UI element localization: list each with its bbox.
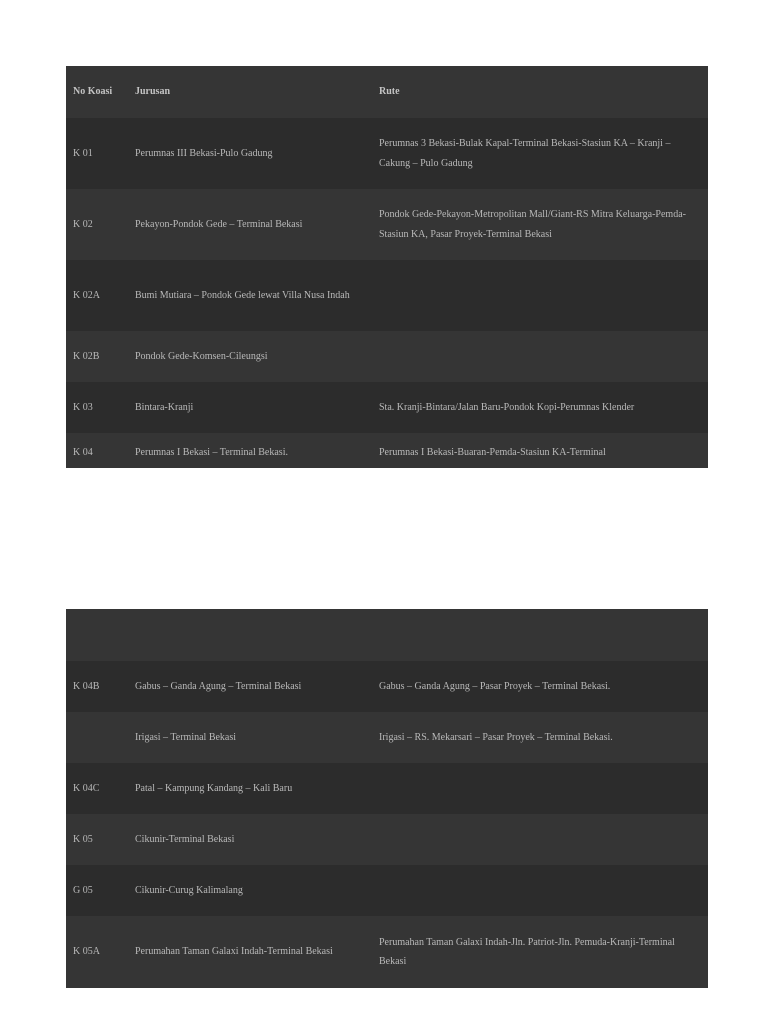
cell-no: K 01	[73, 147, 93, 159]
cell-no	[66, 712, 128, 763]
table-row	[66, 433, 708, 468]
cell-rute: Sta. Kranji-Bintara/Jalan Baru-Pondok Kopi-Perumnas Klender	[379, 401, 635, 413]
cell-rute: Perumahan Taman Galaxi Indah-Jln. Patriot-Jln. Pemuda-Kranji-Terminal Bekasi	[379, 936, 675, 967]
cell-jurusan: Cikunir-Terminal Bekasi	[135, 833, 235, 845]
cell-jurusan: Perumahan Taman Galaxi Indah-Terminal Bekasi	[135, 946, 333, 958]
cell-jurusan: Patal – Kampung Kandang – Kali Baru	[135, 782, 293, 794]
cell-no: K 04B	[73, 680, 100, 692]
route-table-1	[66, 66, 708, 468]
cell-no: K 05	[73, 833, 93, 845]
table-row	[66, 814, 708, 865]
cell-jurusan: Bumi Mutiara – Pondok Gede lewat Villa Nusa Indah	[135, 289, 350, 301]
cell-rute: Gabus – Ganda Agung – Pasar Proyek – Terminal Bekasi.	[379, 680, 611, 692]
header-no-koasi	[66, 609, 128, 661]
cell-jurusan: Bintara-Kranji	[135, 401, 194, 413]
cell-rute	[372, 865, 708, 916]
table-row	[66, 118, 708, 189]
table-header-row	[66, 609, 708, 661]
table-row	[66, 865, 708, 916]
cell-no: K 04	[73, 447, 93, 458]
cell-rute: Perumnas 3 Bekasi-Bulak Kapal-Terminal Bekasi-Stasiun KA – Kranji – Cakung – Pulo Gadung	[379, 138, 671, 169]
table-row	[66, 189, 708, 260]
header-rute: Rute	[379, 86, 400, 98]
cell-rute	[372, 260, 708, 331]
table-row	[66, 763, 708, 814]
route-table-2	[66, 609, 708, 988]
cell-jurusan: Pekayon-Pondok Gede – Terminal Bekasi	[135, 218, 303, 230]
table-header-row	[66, 66, 708, 118]
cell-rute	[372, 331, 708, 382]
cell-no: K 02B	[73, 350, 100, 362]
header-jurusan: Jurusan	[135, 86, 171, 98]
cell-rute: Pondok Gede-Pekayon-Metropolitan Mall/Giant-RS Mitra Keluarga-Pemda-Stasiun KA, Pasar Proyek-Terminal Bekasi	[379, 209, 686, 240]
header-rute	[372, 609, 708, 661]
cell-rute: Perumnas I Bekasi-Buaran-Pemda-Stasiun KA-Terminal	[379, 447, 606, 458]
cell-jurusan: Gabus – Ganda Agung – Terminal Bekasi	[135, 680, 302, 692]
table-row	[66, 260, 708, 331]
cell-jurusan: Cikunir-Curug Kalimalang	[135, 884, 243, 896]
cell-jurusan: Perumnas III Bekasi-Pulo Gadung	[135, 147, 273, 159]
cell-no: K 04C	[73, 782, 100, 794]
table-row	[66, 712, 708, 763]
cell-jurusan: Irigasi – Terminal Bekasi	[135, 731, 237, 743]
cell-rute: Irigasi – RS. Mekarsari – Pasar Proyek – Terminal Bekasi.	[379, 731, 613, 743]
header-jurusan	[128, 609, 372, 661]
cell-no: K 03	[73, 401, 93, 413]
cell-rute	[372, 763, 708, 814]
cell-no: K 02	[73, 218, 93, 230]
cell-no: K 05A	[73, 946, 100, 958]
header-no-koasi: No Koasi	[73, 86, 113, 98]
cell-no: K 02A	[73, 289, 100, 301]
table-row	[66, 382, 708, 433]
table-row	[66, 661, 708, 712]
table-row	[66, 331, 708, 382]
table-row	[66, 916, 708, 988]
cell-no: G 05	[73, 884, 93, 896]
cell-jurusan: Pondok Gede-Komsen-Cileungsi	[135, 350, 268, 362]
cell-rute	[372, 814, 708, 865]
cell-jurusan: Perumnas I Bekasi – Terminal Bekasi.	[135, 447, 288, 458]
